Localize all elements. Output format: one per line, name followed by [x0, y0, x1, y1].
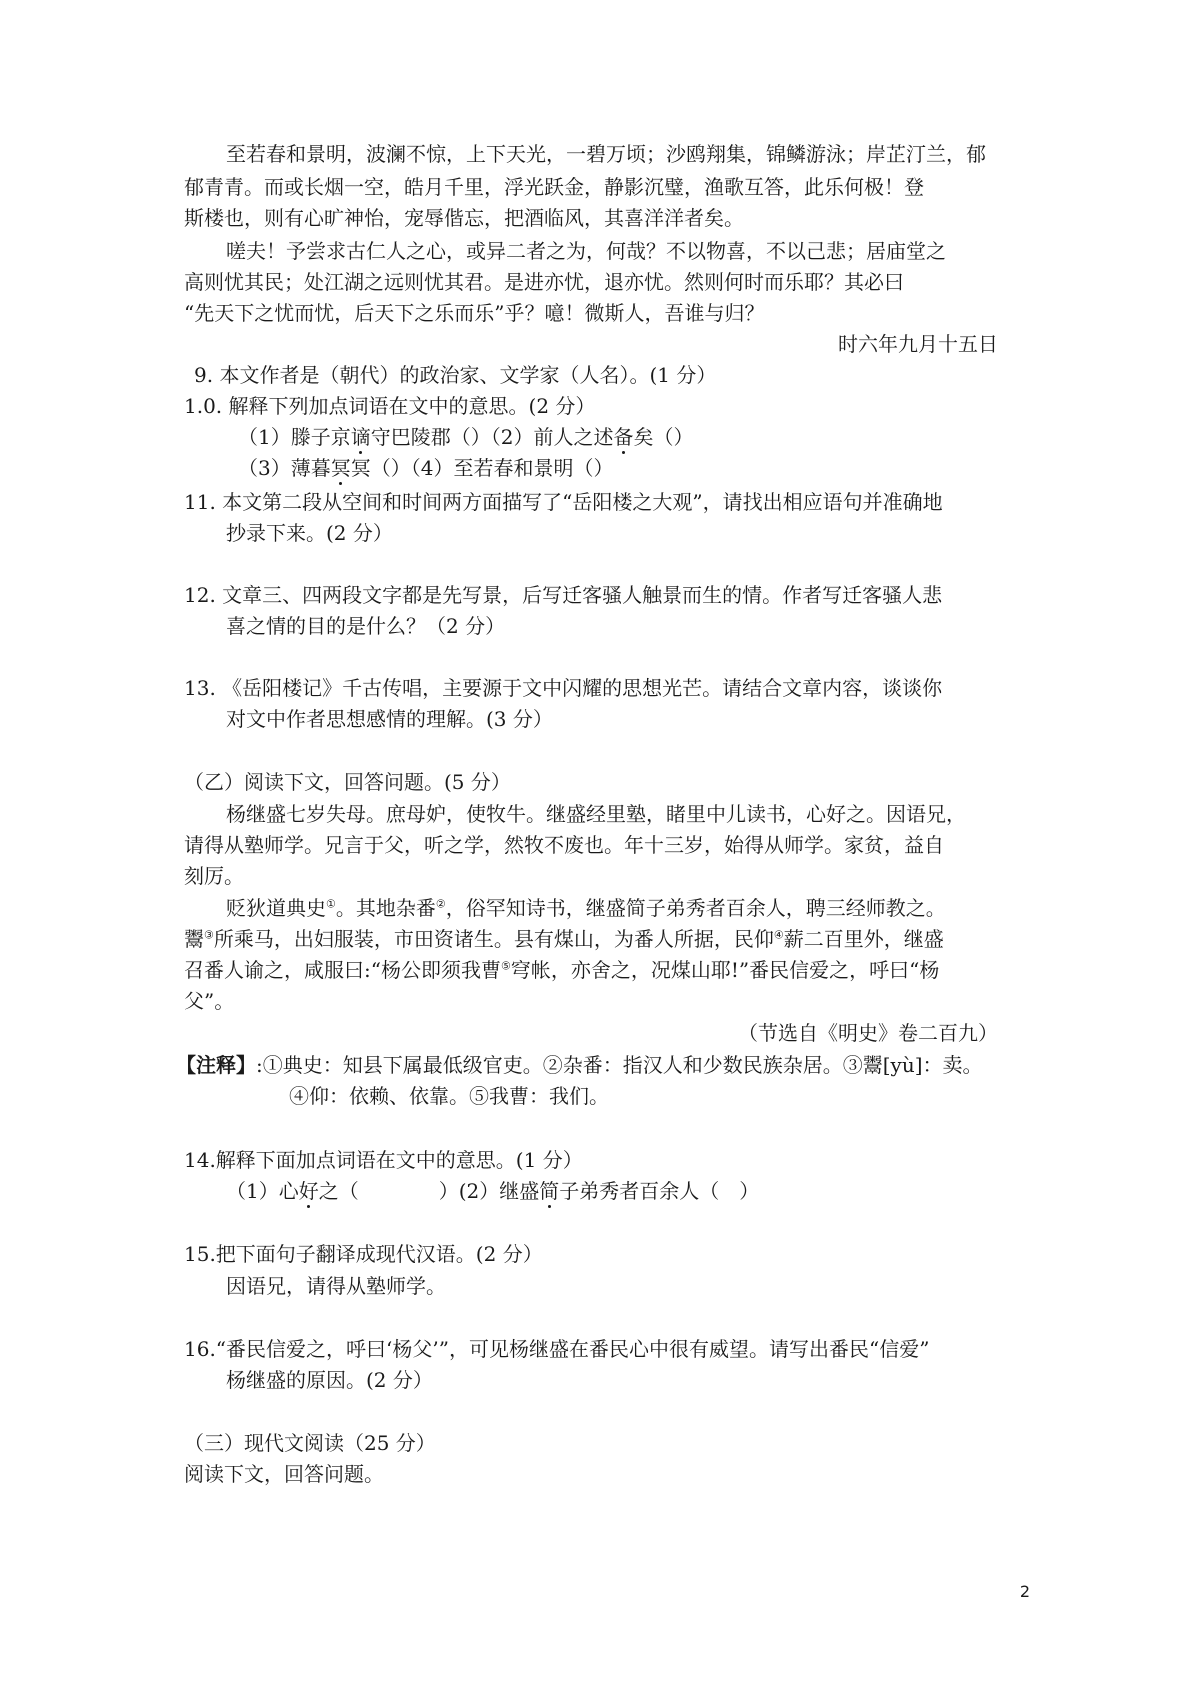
question-14: 14.解释下面加点词语在文中的意思。(1 分） [184, 1148, 583, 1172]
notes-line-2: ④仰：依赖、依靠。⑤我曹：我们。 [289, 1084, 609, 1108]
question-15: 15.把下面句子翻译成现代汉语。(2 分） [184, 1242, 543, 1266]
section-3-heading: （三）现代文阅读（25 分） [184, 1431, 436, 1455]
passage-a-line: 郁青青。而或长烟一空，皓月千里，浮光跃金，静影沉璧，渔歌互答，此乐何极！登 [184, 175, 924, 199]
notes-line-1: 【注释】:①典史：知县下属最低级官吏。②杂番：指汉人和少数民族杂居。③鬻[yù]：卖。 [176, 1053, 983, 1077]
question-9: 9. 本文作者是（朝代）的政治家、文学家（人名）。(1 分） [194, 363, 717, 387]
dotted-char: 好 [298, 1179, 319, 1203]
passage-a-line: “先天下之忧而忧，后天下之乐而乐”乎？噫！微斯人，吾谁与归？ [184, 301, 765, 325]
passage-a-line: 高则忧其民；处江湖之远则忧其君。是进亦忧，退亦忧。然则何时而乐耶？其必曰 [184, 270, 904, 294]
dotted-char: 简 [539, 1179, 560, 1203]
passage-b-line: 请得从塾师学。兄言于父，听之学，然牧不废也。年十三岁，始得从师学。家贫，益自 [184, 833, 944, 857]
question-13-cont: 对文中作者思想感情的理解。(3 分） [226, 707, 553, 731]
dotted-char: 备 [613, 425, 634, 449]
dotted-char: 冥 [330, 456, 351, 480]
passage-b-line: 刻厉。 [184, 864, 244, 888]
passage-b-line: 杨继盛七岁失母。庶母妒，使牧牛。继盛经里塾，睹里中儿读书，心好之。因语兄， [226, 802, 966, 826]
question-10-items-1: （1）滕子京谪守巴陵郡（）（2）前人之述备矣（） [238, 425, 694, 449]
question-15-sentence: 因语兄，请得从塾师学。 [226, 1274, 446, 1298]
passage-b-line: 父”。 [184, 989, 235, 1013]
question-10-items-2: （3）薄暮冥冥（）（4）至若春和景明（） [238, 456, 614, 480]
notes-title: 【注释】 [176, 1053, 256, 1077]
passage-a-date: 时六年九月十五日 [838, 332, 998, 356]
question-10: 1.0. 解释下列加点词语在文中的意思。(2 分） [184, 394, 596, 418]
passage-b-line: 召番人谕之，咸服曰:“杨公即须我曹⑤穹帐，亦舍之，况煤山耶!”番民信爱之，呼曰“杨 [184, 958, 940, 982]
question-12: 12. 文章三、四两段文字都是先写景，后写迁客骚人触景而生的情。作者写迁客骚人悲 [184, 583, 943, 607]
question-13: 13. 《岳阳楼记》千古传唱，主要源于文中闪耀的思想光芒。请结合文章内容，谈谈你 [184, 676, 943, 700]
passage-b-source: （节选自《明史》卷二百九） [738, 1021, 998, 1045]
passage-a-line: 至若春和景明，波澜不惊，上下天光，一碧万顷；沙鸥翔集，锦鳞游泳；岸芷汀兰，郁 [226, 142, 986, 166]
page-number: 2 [1019, 1582, 1030, 1601]
passage-a-line: 嗟夫！予尝求古仁人之心，或异二者之为，何哉？不以物喜，不以己悲；居庙堂之 [226, 239, 946, 263]
question-16-cont: 杨继盛的原因。(2 分） [226, 1368, 433, 1392]
question-11-cont: 抄录下来。(2 分） [226, 521, 393, 545]
passage-b-line: 鬻③所乘马，出妇服装，市田资诸生。县有煤山，为番人所据，民仰④薪二百里外，继盛 [184, 927, 944, 951]
question-14-items: （1）心好之（ ）(2）继盛简子弟秀者百余人（ ） [226, 1179, 760, 1203]
section-3-instruction: 阅读下文，回答问题。 [184, 1462, 384, 1486]
passage-b-heading: （乙）阅读下文，回答问题。(5 分） [184, 770, 511, 794]
question-12-cont: 喜之情的目的是什么？（2 分） [226, 614, 506, 638]
question-11: 11. 本文第二段从空间和时间两方面描写了“岳阳楼之大观”，请找出相应语句并准确地 [184, 490, 943, 514]
passage-b-line: 贬狄道典史①。其地杂番②，俗罕知诗书，继盛简子弟秀者百余人，聘三经师教之。 [226, 896, 946, 920]
question-16: 16.“番民信爱之，呼曰‘杨父’”，可见杨继盛在番民心中很有威望。请写出番民“信爱” [184, 1337, 930, 1361]
passage-a-line: 斯楼也，则有心旷神怡，宠辱偕忘，把酒临风，其喜洋洋者矣。 [184, 206, 744, 230]
dotted-char: 谪 [350, 425, 371, 449]
